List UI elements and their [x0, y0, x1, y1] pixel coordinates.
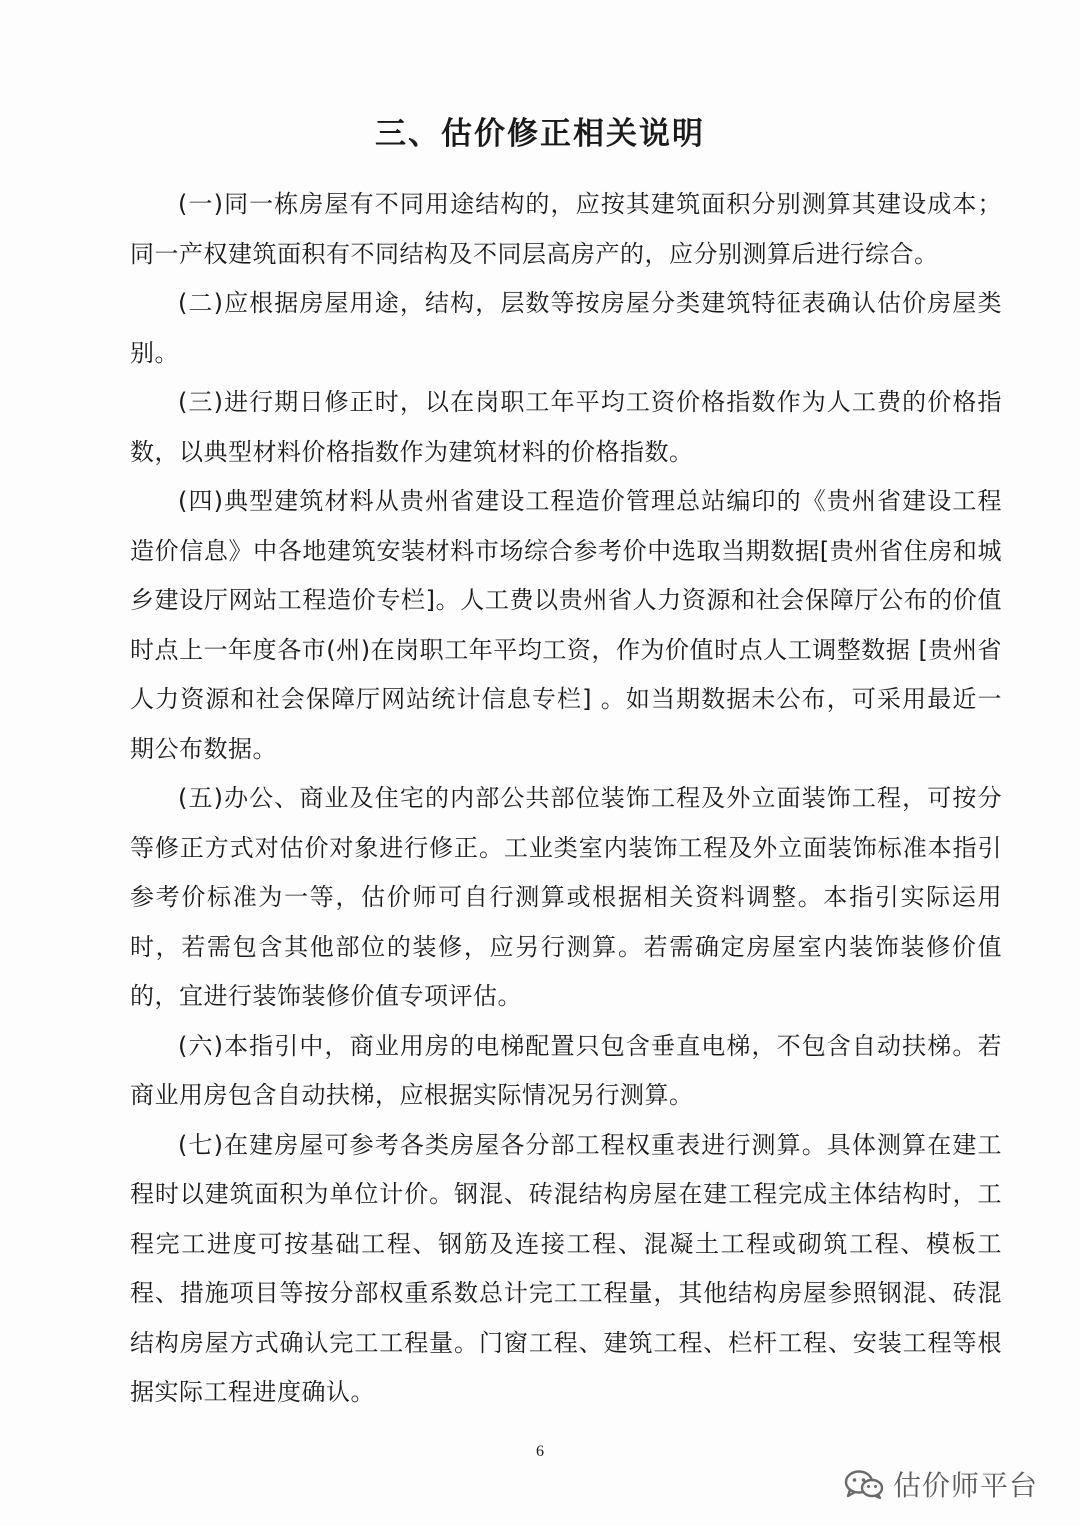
paragraph-5: (五)办公、商业及住宅的内部公共部位装饰工程及外立面装饰工程，可按分等修正方式对估价对象进行修正。工业类室内装饰工程及外立面装饰标准本指引参考价标准为一等，估价师可自行测算或根据相关资料调整。本指引实际运用时，若需包含其他部位的装修，应另行测算。若需确定房屋室内装饰装修价值的，宜进行装饰装修价值专项评估。 — [130, 784, 1002, 1010]
page-title: 三、估价修正相关说明 — [375, 116, 705, 152]
paragraph-4: (四)典型建筑材料从贵州省建设工程造价管理总站编印的《贵州省建设工程造价信息》中各地建筑安装材料市场综合参考价中选取当期数据[贵州省住房和城乡建设厅网站工程造价专栏]。人工费以贵州省人力资源和社会保障厅公布的价值时点上一年度各市(州)在岗职工年平均工资，作为价值时点人工调整数据 [贵州省人力资源和社会保障厅网站统计信息专栏] 。如当期数据未公布，可采用最近一期公布数据。 — [130, 487, 1002, 763]
watermark-text: 估价师平台 — [892, 1469, 1038, 1502]
paragraph-7: (七)在建房屋可参考各类房屋各分部工程权重表进行测算。具体测算在建工程时以建筑面积为单位计价。钢混、砖混结构房屋在建工程完成主体结构时，工程完工进度可按基础工程、钢筋及连接工程、混凝土工程或砌筑工程、模板工程、措施项目等按分部权重系数总计完工工程量，其他结构房屋参照钢混、砖混结构房屋方式确认完工工程量。门窗工程、建筑工程、栏杆工程、安装工程等根据实际工程进度确认。 — [130, 1130, 1002, 1406]
paragraph-3: (三)进行期日修正时，以在岗职工年平均工资价格指数作为人工费的价格指数，以典型材料价格指数作为建筑材料的价格指数。 — [130, 388, 1002, 466]
paragraph-2: (二)应根据房屋用途，结构，层数等按房屋分类建筑特征表确认估价房屋类别。 — [130, 289, 1002, 367]
document-body — [130, 180, 1002, 1418]
watermark — [843, 1464, 1038, 1504]
wechat-icon — [843, 1469, 885, 1499]
paragraph-6: (六)本指引中，商业用房的电梯配置只包含垂直电梯，不包含自动扶梯。若商业用房包含自动扶梯，应根据实际情况另行测算。 — [130, 1031, 1002, 1109]
paragraph-1: (一)同一栋房屋有不同用途结构的，应按其建筑面积分别测算其建设成本；同一产权建筑面积有不同结构及不同层高房产的，应分别测算后进行综合。 — [130, 190, 1002, 268]
page-number: 6 — [536, 1443, 544, 1460]
